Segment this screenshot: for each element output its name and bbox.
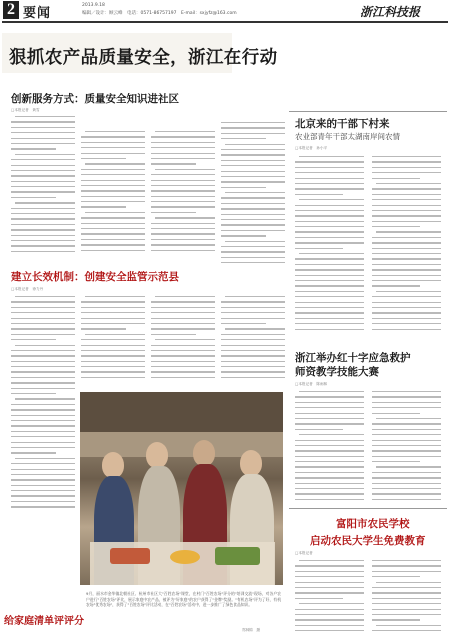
fuyang-headline-line1: 富阳市农民学校 (336, 518, 410, 530)
news-photo (80, 392, 283, 585)
page-number: 2 (3, 1, 19, 19)
photo-caption: 9月，丽水市金华镇北朝社区、杭州市社区大"百姓农场"课堂，在村门"百姓农场"评分的"培训交流"现场，对各户农户进行"百姓农场"评比，展示家庭中农产品，被评为"好家庭"的农户获得了"金牌"奖励。"有机农场"评为了好，有机农场"优秀农场"，获得了"百姓农场"评比活动，在"百姓农场"活动中，进一步推广了绿色食品知识。 (86, 591, 281, 608)
lead-body-col4 (221, 122, 285, 282)
redcross-headline-line1: 浙江举办红十字应急救护 (295, 352, 411, 364)
fuyang-body-col1 (295, 560, 364, 638)
lead-subhead: 创新服务方式：质量安全知识进社区 (11, 93, 179, 105)
photo-credit: 郑林锦 摄 (242, 628, 260, 632)
article2-headline: 建立长效机制：创建安全监管示范县 (11, 271, 179, 283)
section-title: 要闻 (23, 6, 52, 21)
article2-body-col2 (81, 296, 145, 386)
masthead (0, 0, 450, 24)
lead-body-col3 (151, 131, 215, 266)
redcross-body-col1 (295, 391, 364, 511)
article2-body-col1 (11, 296, 75, 526)
fuyang-headline-line2: 启动农民大学生免费教育 (310, 535, 426, 547)
bottom-teaser: 给家庭清单评评分 (4, 616, 84, 627)
masthead-rule (2, 21, 448, 23)
article2-body-col4 (221, 296, 285, 386)
rural-byline: □本报记者 孙小平 (295, 146, 328, 150)
fuyang-byline: □本报记者 (295, 551, 313, 555)
lead-headline: 狠抓农产品质量安全，浙江在行动 (9, 48, 278, 68)
rural-subhead: 农业部青年干部太湖南岸间农情 (295, 132, 400, 141)
rural-headline: 北京来的干部下村来 (295, 118, 390, 130)
rural-body-col1 (295, 156, 364, 341)
redcross-body-col2 (372, 391, 441, 511)
redcross-byline: □本报记者 陈雨林 (295, 382, 328, 386)
issue-date: 2013.9.18 (82, 3, 105, 8)
lead-byline: □本报记者 黄雪 (11, 108, 40, 112)
lead-body-col2 (81, 131, 145, 266)
fuyang-rule (289, 508, 447, 509)
article2-byline: □本报记者 徐力丹 (11, 287, 44, 291)
fuyang-body-col2 (372, 560, 441, 638)
editor-contact-line: 编辑／设计：顾云峰 电话：0571-86757197 E-mail：sxjyfz@163.com (82, 11, 237, 16)
redcross-headline-line2: 师资教学技能大赛 (295, 366, 379, 378)
article2-body-col3 (151, 296, 215, 386)
lead-body-col1 (11, 116, 75, 266)
rural-body-col2 (372, 156, 441, 341)
paper-name: 浙江科技报 (360, 5, 421, 19)
